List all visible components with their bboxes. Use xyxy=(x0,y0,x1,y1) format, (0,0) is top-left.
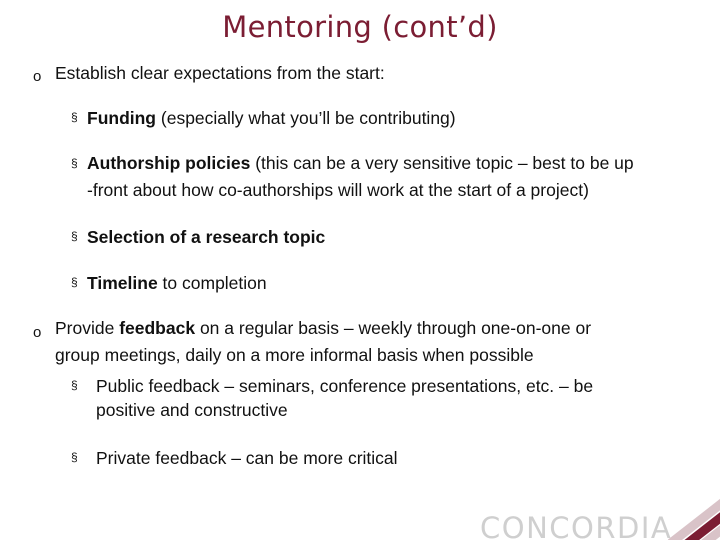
bullet-expectations: Establish clear expectations from the start: xyxy=(55,63,385,83)
sub-bullet-funding xyxy=(87,105,456,131)
concordia-logo: CONCORDIA xyxy=(480,511,673,545)
sub-bullet-public-feedback: Public feedback – seminars, conference presentations, etc. – be xyxy=(96,376,594,396)
feedback-rest: on a regular basis – weekly through one-on-one or xyxy=(195,318,592,338)
sub-bullet-marker: § xyxy=(71,229,78,243)
feedback-bold: feedback xyxy=(119,318,196,338)
authorship-rest: (this can be a very sensitive topic – best to be up xyxy=(250,153,634,173)
sub-bullet-marker: § xyxy=(71,156,78,170)
funding-rest: (especially what you’ll be contributing) xyxy=(156,108,456,128)
sub-bullet-marker: § xyxy=(71,275,78,289)
sub-bullet-marker: § xyxy=(71,110,78,124)
logo-mark-icon xyxy=(668,495,720,540)
timeline-rest: to completion xyxy=(157,273,267,293)
sub-bullet-authorship xyxy=(87,150,634,176)
feedback-pre: Provide xyxy=(55,318,120,338)
sub-bullet-topic xyxy=(87,224,325,250)
authorship-bold: Authorship policies xyxy=(87,153,251,173)
sub-bullet-timeline xyxy=(87,270,267,296)
slide-title: Mentoring (cont’d) xyxy=(222,10,498,44)
sub-bullet-public-feedback-cont: positive and constructive xyxy=(96,400,288,420)
bullet-marker: o xyxy=(33,324,42,341)
sub-bullet-authorship-cont: -front about how co-authorships will work at the start of a project) xyxy=(87,180,589,200)
topic-bold: Selection of a research topic xyxy=(87,227,326,247)
timeline-bold: Timeline xyxy=(87,273,158,293)
bullet-marker: o xyxy=(33,68,42,85)
funding-bold: Funding xyxy=(87,108,157,128)
bullet-feedback-cont: group meetings, daily on a more informal basis when possible xyxy=(55,345,534,365)
sub-bullet-marker: § xyxy=(71,378,78,392)
sub-bullet-private-feedback: Private feedback – can be more critical xyxy=(96,448,398,468)
bullet-feedback xyxy=(55,315,591,341)
sub-bullet-marker: § xyxy=(71,450,78,464)
